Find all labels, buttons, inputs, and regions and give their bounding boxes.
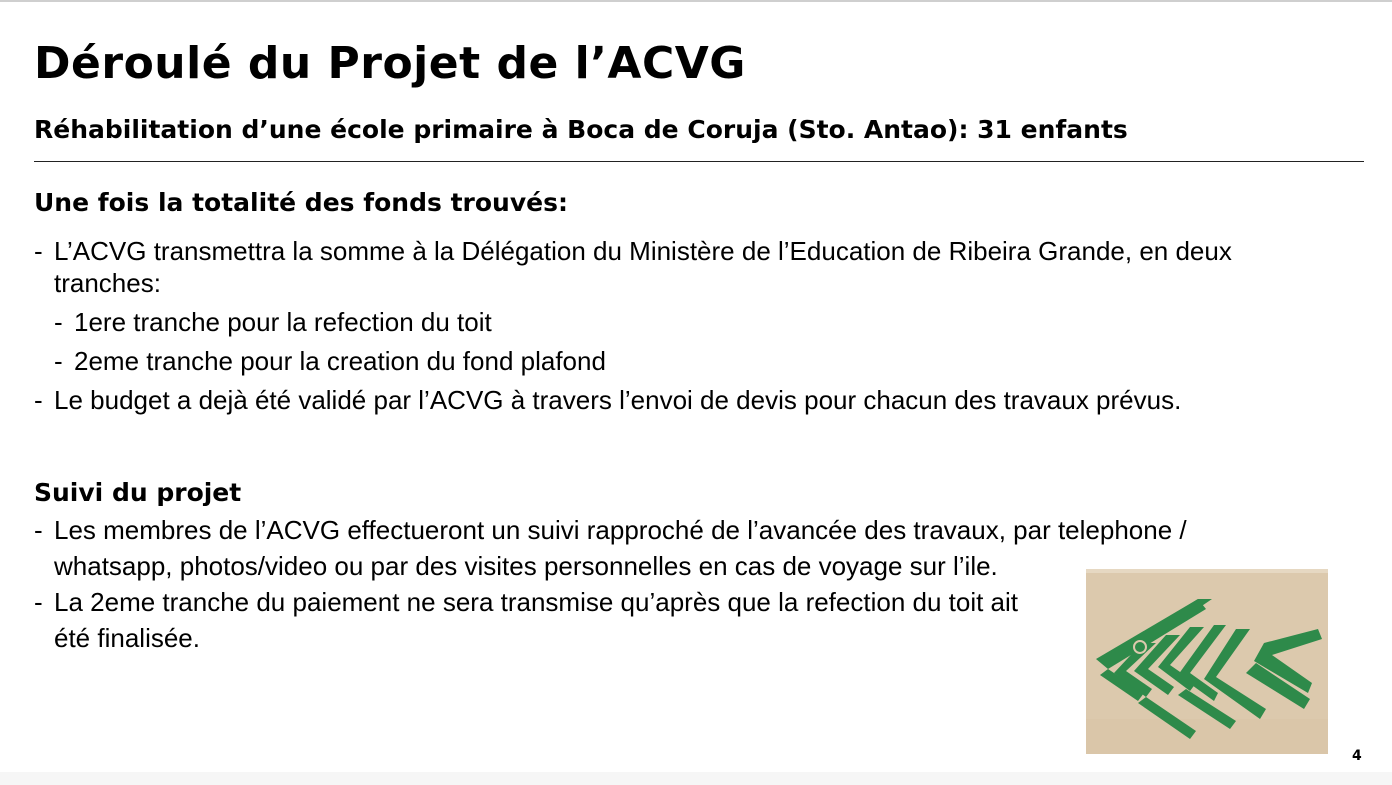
bullet-text-line-rest: whatsapp, photos/video ou par des visites personnelles en cas de voyage sur l’ile. [54, 551, 998, 581]
bullet-text [54, 584, 1024, 656]
tranche-sub-list [54, 306, 1344, 377]
slide-title: Déroulé du Projet de l’ACVG [34, 38, 746, 89]
slide-subtitle: Réhabilitation d’une école primaire à Boca de Coruja (Sto. Antao): 31 enfants [34, 115, 1128, 144]
bullet-text: 2eme tranche pour la creation du fond plafond [74, 346, 606, 376]
funding-bullet-list [34, 235, 1344, 416]
list-item [54, 345, 1344, 377]
bullet-text-line-1: - Les membres de l’ACVG effectueront un suivi rapproché de l’avancée des travaux, par telephone / [54, 515, 1187, 545]
bullet-text-line: La 2eme tranche du paiement ne sera transmise qu’après que la refection du toit ait été finalisée. [54, 587, 1019, 653]
bullet-text: L’ACVG transmettra la somme à la Délégation du Ministère de l’Education de Ribeira Grande, en deux tranches: [54, 236, 1232, 298]
bullet-text: 1ere tranche pour la refection du toit [74, 307, 492, 337]
section-heading-funding: Une fois la totalité des fonds trouvés: [34, 188, 568, 217]
list-item [34, 384, 1344, 416]
title-divider [34, 161, 1364, 162]
page-number: 4 [1352, 748, 1362, 764]
list-item [54, 306, 1344, 338]
section-heading-follow-up: Suivi du projet [34, 478, 242, 507]
acvg-logo [1086, 569, 1328, 754]
list-item [34, 235, 1344, 377]
slide-bottom-edge [0, 772, 1392, 785]
bullet-text: Le budget a dejà été validé par l’ACVG à travers l’envoi de devis pour chacun des travaux prévus. [54, 385, 1182, 415]
acvg-logo-icon [1086, 569, 1328, 754]
